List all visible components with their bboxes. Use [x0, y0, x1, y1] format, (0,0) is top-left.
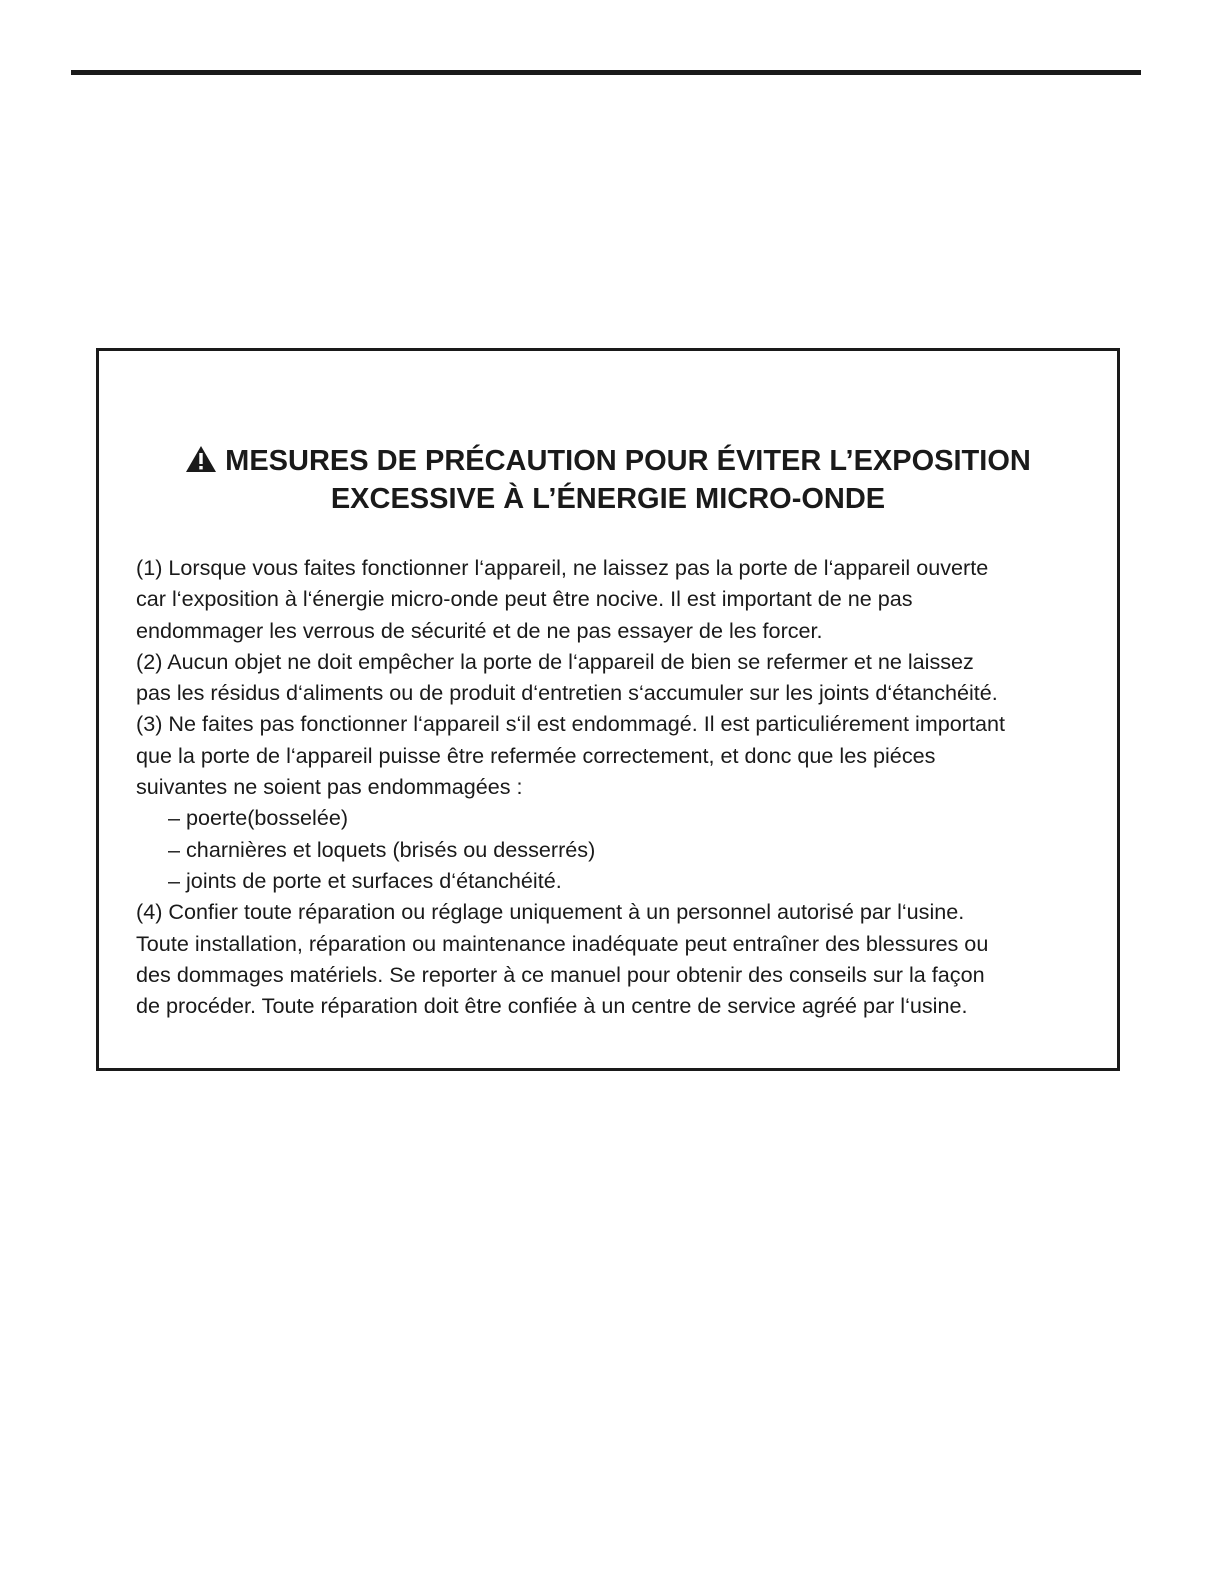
notice-body	[136, 552, 1106, 1021]
warning-notice-box	[96, 348, 1120, 1071]
body-line: que la porte de l‘appareil puisse être refermée correctement, et donc que les piéces	[136, 742, 936, 768]
body-line: suivantes ne soient pas endommagées :	[136, 774, 523, 800]
header-rule	[71, 70, 1141, 75]
body-line: des dommages matériels. Se reporter à ce manuel pour obtenir des conseils sur la façon	[136, 961, 985, 987]
notice-title-line-1	[99, 442, 1117, 480]
body-line: car l‘exposition à l‘énergie micro-onde peut être nocive. Il est important de ne pas	[136, 586, 913, 612]
warning-triangle-icon	[185, 445, 217, 473]
body-line: endommager les verrous de sécurité et de ne pas essayer de les forcer.	[136, 617, 823, 643]
body-line: Toute installation, réparation ou maintenance inadéquate peut entraîner des blessures ou	[136, 930, 989, 956]
notice-title-line-2: EXCESSIVE À L’ÉNERGIE MICRO-ONDE	[330, 483, 886, 515]
bullet-item: – charnières et loquets (brisés ou desserrés)	[168, 836, 596, 862]
body-line: de procéder. Toute réparation doit être confiée à un centre de service agréé par l‘usine.	[136, 993, 968, 1019]
body-line: (1) Lorsque vous faites fonctionner l‘appareil, ne laissez pas la porte de l‘appareil ouverte	[136, 555, 989, 580]
body-line: (2) Aucun objet ne doit empêcher la porte de l‘appareil de bien se refermer et ne laissez	[136, 648, 974, 674]
notice-title-text-1: MESURES DE PRÉCAUTION POUR ÉVITER L’EXPOSITION	[225, 445, 1031, 477]
body-line: (4) Confier toute réparation ou réglage uniquement à un personnel autorisé par l‘usine.	[136, 899, 965, 925]
body-line: pas les résidus d‘aliments ou de produit d‘entretien s‘accumuler sur les joints d‘étanchéité.	[136, 680, 998, 706]
notice-title	[99, 442, 1117, 518]
bullet-item: – joints de porte et surfaces d‘étanchéité.	[168, 867, 562, 893]
bullet-item: – poerte(bosselée)	[168, 805, 349, 831]
body-line: (3) Ne faites pas fonctionner l‘appareil s‘il est endommagé. Il est particuliérement important	[136, 711, 1005, 737]
